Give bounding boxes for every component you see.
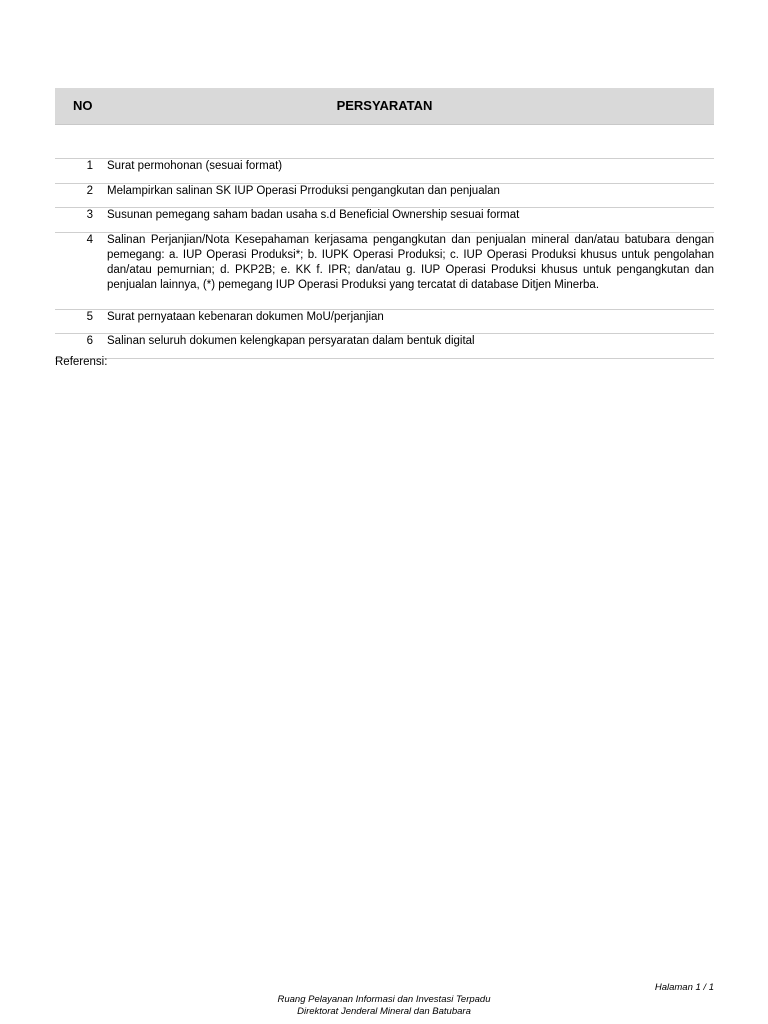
footer-line-1: Ruang Pelayanan Informasi dan Investasi Terpadu	[277, 994, 491, 1005]
row-number: 4	[86, 233, 93, 246]
table-row	[55, 309, 714, 334]
page-footer	[0, 994, 768, 1018]
row-text: Salinan Perjanjian/Nota Kesepahaman kerjasama pengangkutan dan penjualan mineral dan/atau batubara dengan pemegang: a. IUP Operasi Produksi*; b. IUPK Operasi Produksi; c. IUP Operasi Produksi khusus untuk pengolahan dan/atau pemurnian; d. PKP2B; e. KK f. IPR; dan/atau g. IUP Operasi Produksi khusus untuk pengangkutan dan penjualan lainnya, (*) pemegang IUP Operasi Produksi yang tercatat di database Ditjen Minerba.	[107, 233, 714, 291]
table-row	[55, 158, 714, 183]
header-persyaratan: PERSYARATAN	[336, 98, 433, 113]
table-row	[55, 232, 714, 309]
referensi-label: Referensi:	[55, 356, 108, 368]
table-row	[55, 333, 714, 359]
row-number: 6	[86, 335, 93, 347]
requirements-table	[55, 158, 714, 359]
row-text: Surat pernyataan kebenaran dokumen MoU/perjanjian	[107, 310, 384, 323]
row-number: 3	[86, 209, 93, 221]
row-text: Melampirkan salinan SK IUP Operasi Prroduksi pengangkutan dan penjualan	[107, 184, 500, 197]
row-text: Susunan pemegang saham badan usaha s.d Beneficial Ownership sesuai format	[107, 209, 520, 221]
table-header	[55, 88, 714, 125]
row-text: Salinan seluruh dokumen kelengkapan persyaratan dalam bentuk digital	[107, 335, 475, 347]
row-number: 5	[86, 310, 93, 323]
page-number: Halaman 1 / 1	[654, 982, 714, 993]
table-row	[55, 207, 714, 232]
footer-line-2: Direktorat Jenderal Mineral dan Batubara	[297, 1006, 471, 1017]
row-number: 2	[86, 184, 93, 197]
header-no: NO	[73, 98, 93, 113]
table-row	[55, 183, 714, 208]
row-text: Surat permohonan (sesuai format)	[107, 160, 283, 172]
row-number: 1	[86, 160, 93, 172]
